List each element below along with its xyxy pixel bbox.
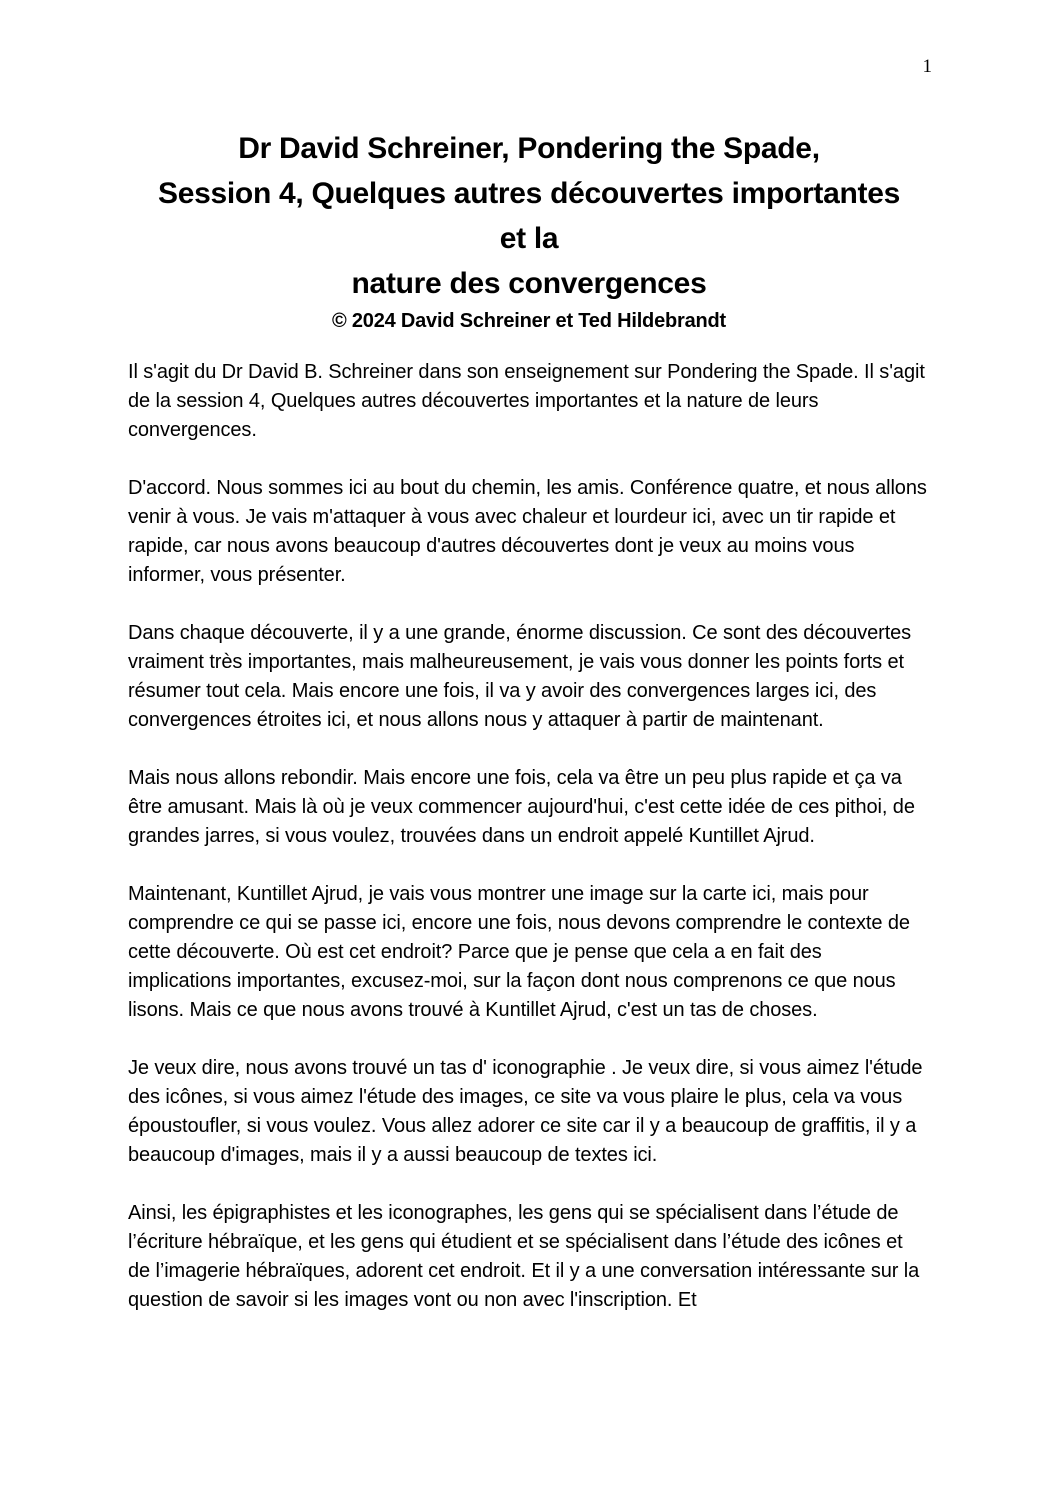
page-number: 1 [922,56,932,77]
document-title [128,126,930,306]
paragraph: D'accord. Nous sommes ici au bout du chemin, les amis. Conférence quatre, et nous allons venir à vous. Je vais m'attaquer à vous avec chaleur et lourdeur ici, avec un tir rapide et rapide, car nous avons beaucoup d'autres découvertes dont je veux au moins vous informer, vous présenter. [128,477,927,586]
title-line-3: et la [499,222,559,255]
paragraph: Maintenant, Kuntillet Ajrud, je vais vous montrer une image sur la carte ici, mais pour comprendre ce qui se passe ici, encore une fois, nous devons comprendre le contexte de cette découverte. Où est cet endroit? Parce que je pense que cela a en fait des implications importantes, excusez-moi, sur la façon dont nous comprenons ce que nous lisons. Mais ce que nous avons trouvé à Kuntillet Ajrud, c'est un tas de choses. [128,883,910,1021]
title-line-2: Session 4, Quelques autres découvertes importantes [158,177,900,210]
paragraph: Mais nous allons rebondir. Mais encore une fois, cela va être un peu plus rapide et ça va être amusant. Mais là où je veux commencer aujourd'hui, c'est cette idée de ces pithoi, de grandes jarres, si vous voulez, trouvées dans un endroit appelé Kuntillet Ajrud. [128,767,915,847]
paragraph: Dans chaque découverte, il y a une grande, énorme discussion. Ce sont des découvertes vraiment très importantes, mais malheureusement, je vais vous donner les points forts et résumer tout cela. Mais encore une fois, il va y avoir des convergences larges ici, des convergences étroites ici, et nous allons nous y attaquer à partir de maintenant. [128,622,912,731]
title-line-1: Dr David Schreiner, Pondering the Spade, [238,132,820,165]
paragraph: Ainsi, les épigraphistes et les iconographes, les gens qui se spécialisent dans l’étude de l’écriture hébraïque, et les gens qui étudient et se spécialisent dans l’étude des icônes et de l’imagerie hébraïques, adorent cet endroit. Et il y a une conversation intéressante sur la question de savoir si les images vont ou non avec l'inscription. Et [128,1202,920,1311]
title-line-4: nature des convergences [351,267,707,300]
document-body [128,358,930,1315]
paragraph: Il s'agit du Dr David B. Schreiner dans son enseignement sur Pondering the Spade. Il s'agit de la session 4, Quelques autres découvertes importantes et la nature de leurs convergences. [128,361,925,441]
copyright-line: © 2024 David Schreiner et Ted Hildebrandt [331,310,727,332]
paragraph: Je veux dire, nous avons trouvé un tas d' iconographie . Je veux dire, si vous aimez l'étude des icônes, si vous aimez l'étude des images, ce site va vous plaire le plus, cela va vous époustoufler, si vous voulez. Vous allez adorer ce site car il y a beaucoup de graffitis, il y a beaucoup d'images, mais il y a aussi beaucoup de textes ici. [128,1057,923,1166]
